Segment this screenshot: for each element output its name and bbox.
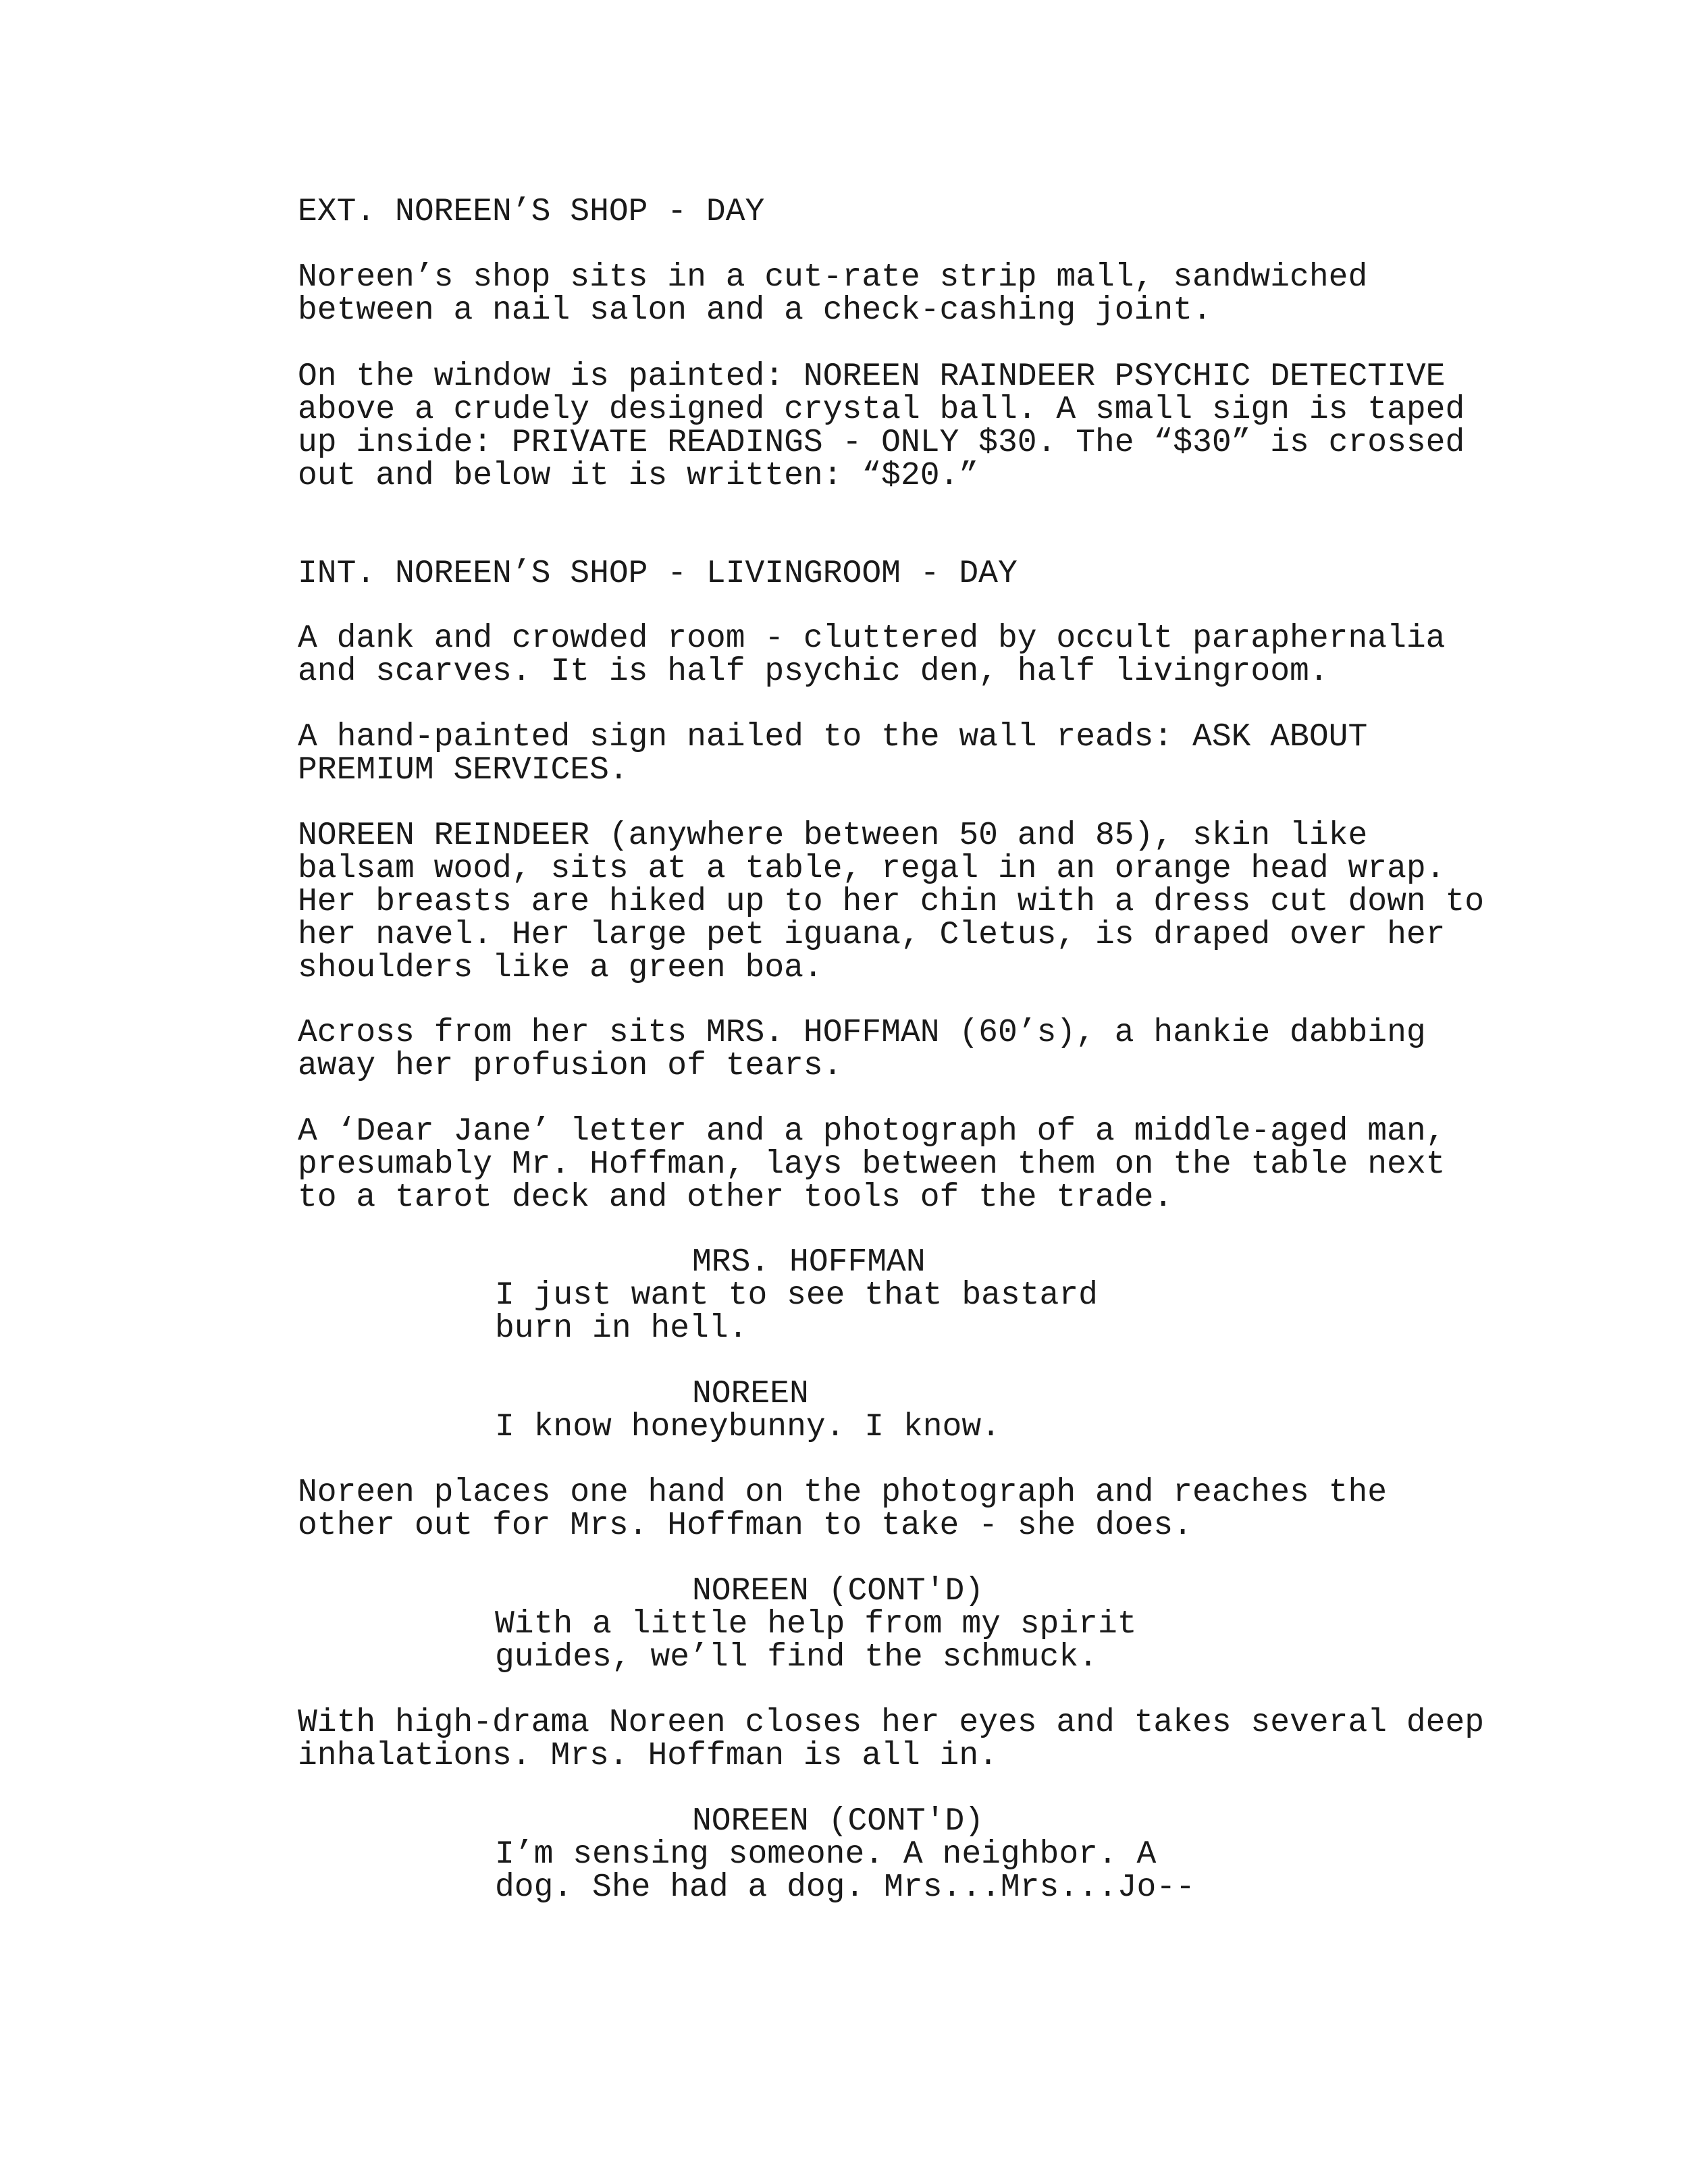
character-noreen-contd-2: NOREEN (CONT'D) [692,1803,984,1840]
character-noreen-contd-1: NOREEN (CONT'D) [692,1573,984,1609]
character-noreen: NOREEN [692,1376,809,1412]
dialogue-noreen-1: I know honeybunny. I know. [495,1409,1001,1445]
action-letter: A ‘Dear Jane’ letter and a photograph of a middle-aged man, presumably Mr. Hoffman, lays between them on the table next to a tarot deck and other tools of the trade. [298,1113,1446,1216]
dialogue-noreen-3: I’m sensing someone. A neighbor. A dog. She had a dog. Mrs...Mrs...Jo-- [495,1836,1195,1906]
scene-heading-int: INT. NOREEN’S SHOP - LIVINGROOM - DAY [298,556,1018,592]
action-room: A dank and crowded room - cluttered by occult paraphernalia and scarves. It is half psychic den, half livingroom. [298,620,1446,690]
action-high-drama: With high-drama Noreen closes her eyes and takes several deep inhalations. Mrs. Hoffman is all in. [298,1705,1485,1774]
dialogue-noreen-2: With a little help from my spirit guides, we’ll find the schmuck. [495,1606,1137,1676]
action-window-sign: On the window is painted: NOREEN RAINDEER PSYCHIC DETECTIVE above a crudely designed crystal ball. A small sign is taped up inside: PRIVATE READINGS - ONLY $30. The “$30” is crossed out and below it is written: “$20.” [298,358,1465,494]
character-mrs-hoffman: MRS. HOFFMAN [692,1244,926,1281]
scene-heading-ext: EXT. NOREEN’S SHOP - DAY [298,194,765,230]
dialogue-mrs-hoffman: I just want to see that bastard burn in hell. [495,1277,1098,1347]
action-premium-sign: A hand-painted sign nailed to the wall reads: ASK ABOUT PREMIUM SERVICES. [298,719,1368,789]
action-strip-mall: Noreen’s shop sits in a cut-rate strip mall, sandwiched between a nail salon and a check-cashing joint. [298,259,1368,329]
action-noreen-intro: NOREEN REINDEER (anywhere between 50 and 85), skin like balsam wood, sits at a table, regal in an orange head wrap. Her breasts are hiked up to her chin with a dress cut down to her navel. Her large pet iguana, Cletus, is draped over her shoulders like a green boa. [298,818,1485,986]
action-photograph: Noreen places one hand on the photograph and reaches the other out for Mrs. Hoffman to take - she does. [298,1474,1388,1544]
action-mrs-hoffman: Across from her sits MRS. HOFFMAN (60’s), a hankie dabbing away her profusion of tears. [298,1015,1426,1084]
